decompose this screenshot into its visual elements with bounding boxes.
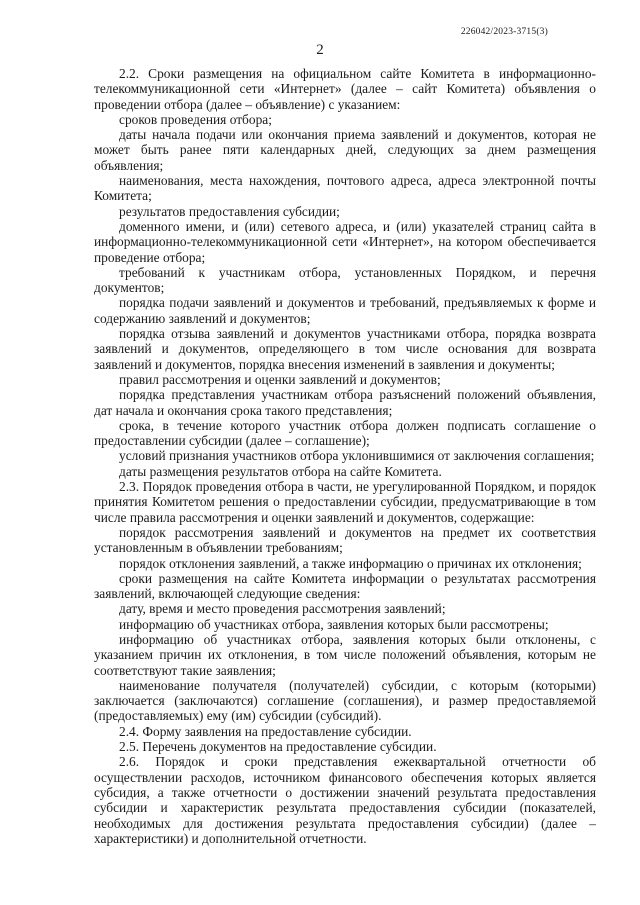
paragraph: информацию об участниках отбора, заявления которых были отклонены, с указанием причин их отклонения, в том числе положений объявления, которым не соответствуют такие заявления; — [94, 631, 596, 678]
paragraph: дату, время и место проведения рассмотрения заявлений; — [119, 601, 446, 617]
paragraph-2-3: 2.3. Порядок проведения отбора в части, не урегулированной Порядком, и порядок принятия Комитетом решения о предоставлении субсидии, предусматривающие в том числе правила рассмотрения и оценки заявлений и документов, содержащие: — [94, 479, 596, 525]
paragraph: порядок рассмотрения заявлений и документов на предмет их соответствия установленным в объявлении требованиям; — [94, 524, 596, 556]
paragraph: результатов предоставления субсидии; — [119, 203, 340, 219]
paragraph: условий признания участников отбора уклонившимися от заключения соглашения; — [119, 448, 595, 464]
paragraph: наименование получателя (получателей) субсидии, с которым (которыми) заключается (заключаются) соглашение (соглашения), и размер предоставляемой (предоставляемых) ему (им) субсидии (субсидий). — [94, 677, 596, 724]
paragraph-2-4: 2.4. Форму заявления на предоставление субсидии. — [119, 723, 412, 739]
paragraph: наименования, места нахождения, почтового адреса, адреса электронной почты Комитета; — [94, 173, 596, 204]
paragraph: даты размещения результатов отбора на сайте Комитета. — [119, 463, 442, 479]
paragraph: порядка отзыва заявлений и документов участниками отбора, порядка возврата заявлений и документов, определяющего в том числе основания для возврата заявлений и документов, порядка внесения изменений в заявления и документы; — [94, 326, 596, 372]
paragraph: доменного имени, и (или) сетевого адреса, и (или) указателей страниц сайта в информационно-телекоммуникационной сети «Интернет», на котором обеспечивается проведение отбора; — [94, 218, 596, 265]
document-id: 226042/2023-3715(3) — [460, 27, 548, 37]
paragraph: информацию об участниках отбора, заявления которых были рассмотрены; — [119, 616, 549, 632]
paragraph: порядка представления участникам отбора разъяснений положений объявления, дат начала и окончания срока такого представления; — [94, 387, 596, 418]
paragraph: сроки размещения на сайте Комитета информации о результатах рассмотрения заявлений, включающей следующие сведения: — [94, 570, 596, 602]
paragraph-2-2: 2.2. Сроки размещения на официальном сайте Комитета в информационно-телекоммуникационной сети «Интернет» (далее – сайт Комитета) объявления о проведении отбора (далее – объявление) с указанием: — [94, 66, 596, 112]
paragraph: сроков проведения отбора; — [119, 111, 272, 127]
paragraph-2-5: 2.5. Перечень документов на предоставление субсидии. — [119, 739, 437, 755]
paragraph-2-6: 2.6. Порядок и сроки представления ежеквартальной отчетности об осуществлении расходов, источником финансового обеспечения которых является субсидия, а также отчетности о достижении значений результата предоставления субсидии и характеристик результата предоставления субсидии (показателей, необходимых для достижения результата предоставления субсидии) (далее – характеристики) и дополнительной отчетности. — [94, 754, 596, 846]
paragraph: срока, в течение которого участник отбора должен подписать соглашение о предоставлении субсидии (далее – соглашение); — [94, 417, 596, 449]
paragraph: правил рассмотрения и оценки заявлений и документов; — [119, 371, 441, 387]
paragraph: порядка подачи заявлений и документов и требований, предъявляемых к форме и содержанию заявлений и документов; — [94, 295, 596, 326]
paragraph: требований к участникам отбора, установленных Порядком, и перечня документов; — [94, 264, 596, 296]
paragraph: порядок отклонения заявлений, а также информацию о причинах их отклонения; — [119, 555, 582, 571]
document-body — [94, 66, 596, 846]
page-number: 2 — [316, 42, 324, 58]
paragraph: даты начала подачи или окончания приема заявлений и документов, которая не может быть ранее пяти календарных дней, следующих за днем размещения объявления; — [94, 127, 596, 173]
